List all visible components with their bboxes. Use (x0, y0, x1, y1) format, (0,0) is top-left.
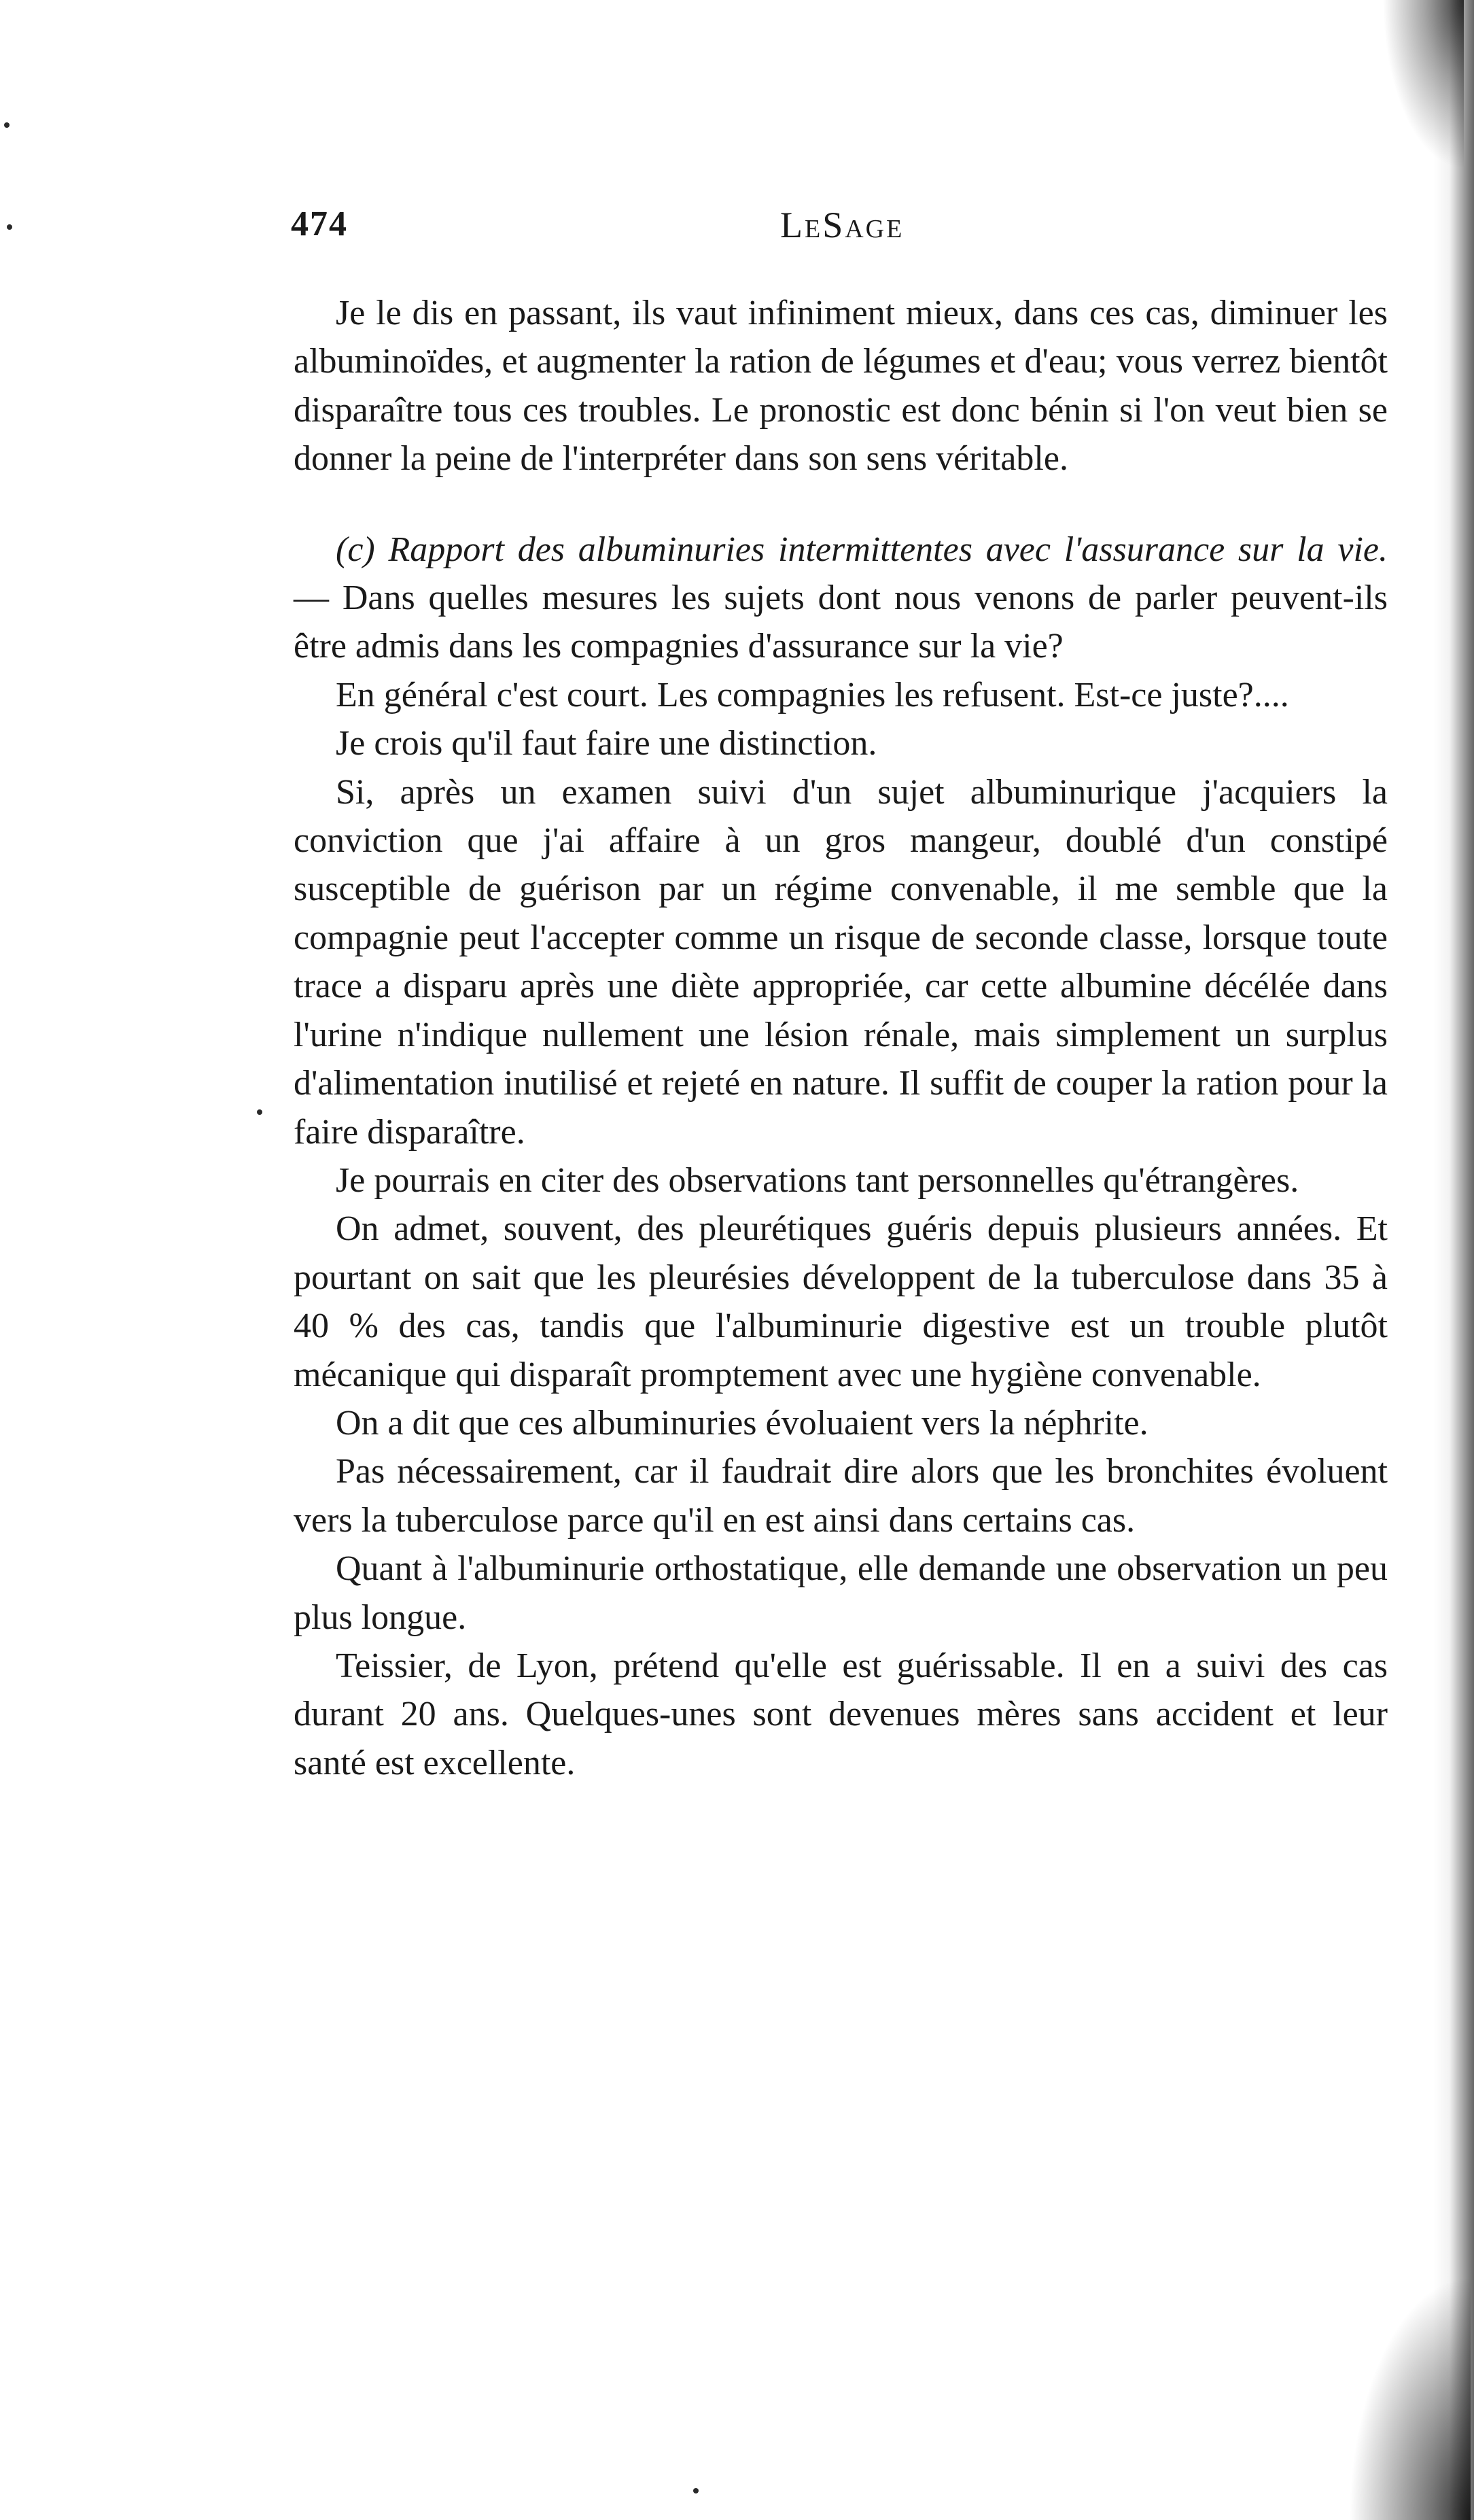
running-head: LeSage (780, 205, 905, 245)
paragraph: On a dit que ces albuminuries évoluaient vers la néphrite. (336, 1403, 1148, 1443)
paragraph: On admet, souvent, des pleurétiques guéris depuis plusieurs années. Et pourtant on sait que les pleurésies développent de la tuberculose dans 35 à 40 % des cas, tandis que l'albuminurie digestive est un trouble plutôt mécanique qui disparaît promptement avec une hygiène convenable. (294, 1209, 1388, 1394)
paragraph: Pas nécessairement, car il faudrait dire alors que les bronchites évoluent vers la tuberculose parce qu'il en est ainsi dans certains cas. (294, 1452, 1388, 1540)
body-text (294, 289, 1388, 1787)
page-number: 474 (291, 205, 348, 243)
paragraph: En général c'est court. Les compagnies les refusent. Est-ce juste?.... (336, 675, 1289, 714)
page-corner-shadow-bottom (1348, 2275, 1471, 2520)
section-text: Dans quelles mesures les sujets dont nous venons de parler peuvent-ils être admis dans les compagnies d'assurance sur la vie? (294, 579, 1388, 666)
section-paragraph (294, 525, 1388, 671)
page-corner-shadow-top (1382, 0, 1464, 170)
paragraph: Teissier, de Lyon, prétend qu'elle est guérissable. Il en a suivi des cas durant 20 ans. Quelques-unes sont devenues mères sans accident et leur santé est excellente. (294, 1646, 1388, 1782)
scan-speck (257, 1109, 262, 1115)
paragraph: Je pourrais en citer des observations tant personnelles qu'étrangères. (336, 1160, 1299, 1200)
paragraph: Je le dis en passant, ils vaut infiniment mieux, dans ces cas, diminuer les albuminoïdes, et augmenter la ration de légumes et d'eau; vous verrez bientôt disparaître tous ces troubles. Le pronostic est donc bénin si l'on veut bien se donner la peine de l'interpréter dans son sens véritable. (294, 294, 1388, 479)
scan-speck (4, 122, 10, 128)
scan-speck (693, 2488, 699, 2493)
section-separator: — (294, 579, 343, 618)
paragraph: Si, après un examen suivi d'un sujet albuminurique j'acquiers la conviction que j'ai affaire à un gros mangeur, doublé d'un constipé susceptible de guérison par un régime convenable, il me semble que la compagnie peut l'accepter comme un risque de seconde classe, lorsque toute trace a disparu après une diète appropriée, car cette albumine décélée dans l'urine n'indique nullement une lésion rénale, mais simplement un surplus d'alimentation inutilisé et rejeté en nature. Il suffit de couper la ration pour la faire disparaître. (294, 772, 1388, 1152)
paragraph: Quant à l'albuminurie orthostatique, elle demande une observation un peu plus longue. (294, 1549, 1388, 1637)
scan-speck (7, 224, 12, 230)
page-header (291, 204, 1405, 258)
section-heading: (c) Rapport des albuminuries intermittentes avec l'assurance sur la vie. (336, 530, 1388, 569)
page-edge-shadow (1433, 0, 1474, 2520)
paragraph: Je crois qu'il faut faire une distinction. (336, 724, 877, 763)
